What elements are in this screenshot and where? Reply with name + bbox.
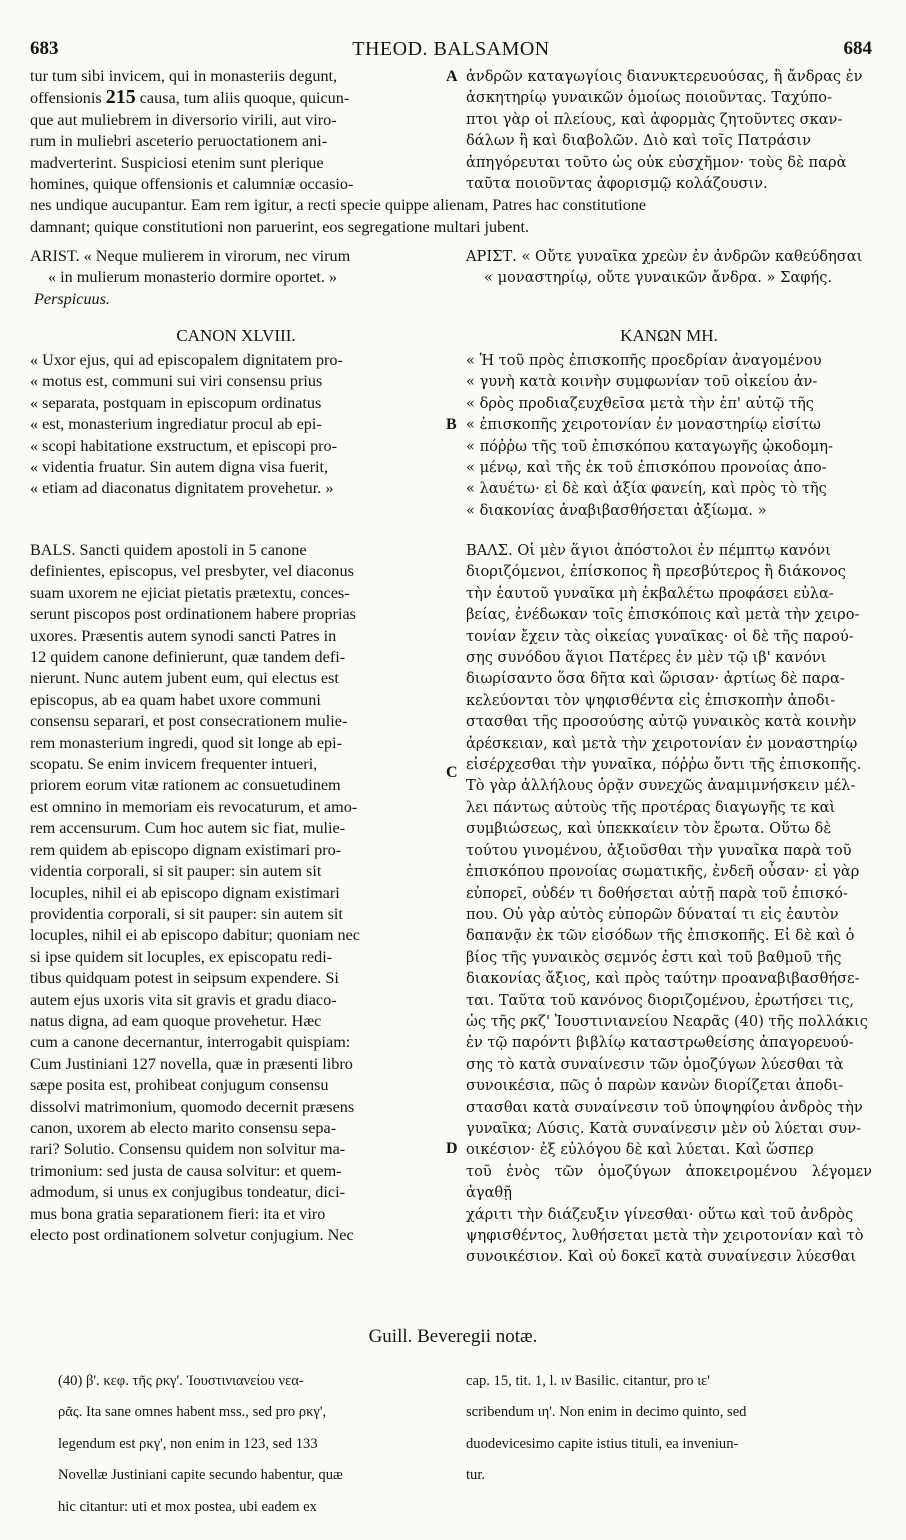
text-line: εὐπορεῖ, οὐδέν τι δοθήσεται αὐτῇ παρὰ τοῦ ἐπισκό- [466,884,848,902]
text-line: episcopus, ab ea quam habet uxore communi [30,690,321,709]
text-line: si ipse quidem sit locuples, ex episcopatu redi- [30,947,333,966]
text-line: ἀσκητηρίῳ γυναικῶν ὁμοίως ποιοῦντας. Ταχύπο- [466,89,833,107]
text-line: scopatu. Se enim invicem frequenter intueri, [30,755,318,774]
text-line: τούτου γινομένου, ἀξιοῦσθαι τὴν γυναῖκα παρὰ τοῦ [466,841,852,859]
margin-letter-a: A [446,68,458,85]
text-line: συμβιώσεως, καὶ ὑπεκκαίειν τὸν ἔρωτα. Οὕτω δὲ [466,820,832,838]
text-line: « διακονίας ἀναβιβασθήσεται ἀξίωμα. » [466,501,767,519]
text-line: πτοι γὰρ οἱ πλείους, καὶ ἀφορμὰς ζητοῦντες σκαν- [466,110,843,128]
text-line: (40) β'. κεφ. τῆς ρκγ'. Ἰουστινιανείου νεα- [58,1372,304,1389]
text-line: 12 quidem canone definierunt, quæ tandem defi- [30,648,346,667]
arist-latin [30,246,442,310]
text-line: « in mulierum monasterio dormire oportet. » [48,268,338,287]
text-line: mus bona gratia separationem fieri: ita et viro [30,1204,326,1223]
text-line: τοῦ ἑνὸς τῶν ὁμοζύγων ἀποκειρομένου λέγομεν ἀγαθῇ [466,1162,872,1202]
text-line: locuples, nihil ei ab episcopo dabitur; quoniam nec [30,926,360,945]
text-line: natus digna, ad eam quoque provehetur. Hæc [30,1011,322,1030]
text-line: δαπανᾷν ἐκ τῶν εἰσόδων τῆς ἐπισκοπῆς. Εἰ δὲ καὶ ὁ [466,927,855,945]
inline-number: 215 [105,86,136,109]
text-line: ΒΑΛΣ. Οἱ μὲν ἅγιοι ἀπόστολοι ἐν πέμπτῳ κανόνι [466,542,831,559]
text-line: οικέσιον· ἐξ εὐλόγου δὲ καὶ λύεται. Καὶ ὥσπερ [466,1141,814,1159]
text-line: uxores. Præsentis autem synodi sancti Patres in [30,626,337,645]
text-line: « μένῳ, καὶ τῆς ἐκ τοῦ ἐπισκόπου προνοίας ἀπο- [466,459,827,477]
text-line: BALS. Sancti quidem apostoli in 5 canone [30,541,307,559]
text-line: ἀρέσκειαν, καὶ μετὰ τὴν χειροτονίαν ἐν μοναστηρίῳ [466,734,858,752]
text-line: ταῦτα ποιοῦντας ἀφορισμῷ κολάζουσιν. [466,175,768,193]
right-page-number: 684 [843,38,872,59]
text-line: tibus quidquam potest in seipsum expendere. Si [30,969,339,988]
text-line: « videntia fruatur. Sin autem digna visa fuerit, [30,458,329,477]
text-line: ται. Ταῦτα τοῦ κανόνος διοριζομένου, ἐρωτήσει τις, [466,991,855,1009]
text-line: rum in muliebri asceterio peruoctationem ani- [30,132,328,151]
text-line: « est, monasterium ingrediatur procul ab epi- [30,415,322,434]
text-line: βείας, ἐνέδωκαν τοῖς ἐπισκόποις καὶ μετὰ τὴν χειρο- [466,606,860,624]
text-line: serunt piscopos post ordinationem habere proprias [30,605,356,624]
text-line: « πόῤῥω τῆς τοῦ ἐπισκόπου καταγωγῆς ᾠκοδομη- [466,437,833,455]
text-line: rem accensurum. Cum hoc autem sic fiat, mulie- [30,819,346,838]
running-header [30,38,872,62]
margin-letter-d: D [446,1140,458,1157]
text-line: dissolvi matrimonium, quomodo decernit præsens [30,1097,355,1116]
intro-greek [466,66,872,194]
text-line: εἰσέρχεσθαι τὴν γυναῖκα, πόῤῥω ὄντι τῆς ἐπισκοπῆς. [466,756,862,774]
text-line: κελεύονται τὸν ψηφισθέντα εἰς ἐπισκοπὴν ἀποδι- [466,691,836,709]
text-line: « δρὸς προδιαζευχθεῖσα μετὰ τὴν ἐπ' αὐτῷ τῆς [466,394,814,412]
text-line: legendum est ρκγ', non enim in 123, sed 133 [58,1435,318,1452]
text-line: providentia corporali, si sit pauper: sin autem sit [30,904,343,923]
text-line: διοριζόμενοι, ἐπίσκοπος ἢ πρεσβύτερος ἢ διάκονος [466,563,846,581]
text-line: « μοναστηρίῳ, οὔτε γυναικῶν ἄνδρα. » Σαφής. [484,269,833,287]
notes-left [58,1358,442,1531]
text-line: que aut muliebrem in diversorio virili, aut viro- [30,110,337,129]
arist-greek [466,246,872,289]
text-line: videntia corporali, si sit pauper: sin autem sit [30,862,322,881]
text-line: « scopi habitatione exstructum, et episcopi pro- [30,436,338,455]
text-line: Cum Justiniani 127 novella, quæ in præsenti libro [30,1054,353,1073]
text-line: rem quidem ab episcopo dignam existimari pro- [30,840,342,859]
text-line: rari? Solutio. Consensu quidem non solvitur ma- [30,1140,346,1159]
text-line: canon, uxorem ab electo marito consensu sepa- [30,1118,337,1137]
text-line: madverterint. Suspiciosi etenim sunt plerique [30,153,324,172]
text-line: « ἐπισκοπῆς χειροτονίαν ἐν μοναστηρίῳ εἰσίτω [466,416,821,434]
text-line: homines, quique offensionis et calumniæ occasio- [30,175,354,194]
text-line: duodevicesimo capite istius tituli, ea inveniun- [466,1435,739,1452]
canon-latin [30,350,442,500]
text-line: διακονίας ἄξιος, καὶ πρὸς ταύτην προαναβιβασθήσε- [466,970,860,988]
text-line: admodum, si unus ex conjugibus tondeatur, dici- [30,1183,345,1202]
intro-span-line: nes undique aucupantur. Eam rem igitur, a recti specie quippe alienam, Patres hac constitutione [30,196,647,214]
text-line: « γυνὴ κατὰ κοινὴν συμφωνίαν τοῦ οἰκείου ἀν- [466,373,818,391]
text-line: consensu separari, et post consecrationem mulie- [30,712,348,731]
intro-latin [30,66,442,195]
text-line: cap. 15, tit. 1, l. ιν Basilic. citantur, pro ιε' [466,1372,710,1389]
text-line: ARIST. « Neque mulierem in virorum, nec virum [30,247,351,265]
text-line: βίος τῆς γυναικὸς σεμνός ἐστι καὶ τοῦ βαθμοῦ τῆς [466,948,842,966]
running-title: THEOD. BALSAMON [352,38,550,60]
text-line: διωρίσαντο ὅσα δῆτα καὶ ὥρισαν· ἀρτίως δὲ παρα- [466,670,845,688]
text-line: hic citantur: uti et mox postea, ubi eadem ex [58,1498,317,1515]
text-line: « etiam ad diaconatus dignitatem provehetur. » [30,479,334,498]
margin-letter-b: B [446,416,457,433]
text-line: λει πάντως αὐτοὺς τῆς προτέρας διαγωγῆς τε καὶ [466,798,836,816]
notes-title: Guill. Beveregii notæ. [368,1326,538,1347]
text-line: δάλων ἢ καὶ διαβολῶν. Διὸ καὶ τοῖς Πατράσιν [466,132,811,150]
bals-latin [30,540,442,1246]
text-line: definientes, episcopus, vel presbyter, vel diaconus [30,562,354,581]
text-line: cum a canone decernantur, interrogabit quispiam: [30,1033,351,1052]
canon-title-latin: CANON XLVIII. [176,326,296,345]
text-line: συνοικέσιον. Καὶ οὐ δοκεῖ κατὰ συναίνεσιν λύεσθαι [466,1248,857,1266]
text-line: που. Οὐ γὰρ αὐτὸς εὐπορῶν δύναταί τι εἰς ἑαυτὸν [466,905,839,923]
notes-right [466,1358,868,1499]
text-line: priorem eorum vitæ rationem ac consuetudinem [30,776,341,795]
text-line: suam uxorem ne ejiciat pietatis prætextu, conces- [30,583,350,602]
bals-greek [466,540,872,1268]
text-line: συνοικέσια, πῶς ὁ παρὼν κανὼν διορίζεται ἀποδι- [466,1077,844,1095]
text-line: τὴν ἑαυτοῦ γυναῖκα μὴ ἐκβαλέτω προφάσει εὐλα- [466,584,834,602]
text-line: Perspicuus. [34,289,110,308]
text-line: autem ejus uxoris vita sit gravis et gradu diaco- [30,990,337,1009]
text-line: τονίαν ἔχειν τὰς οἰκείας γυναῖκας· οἱ δὲ τῆς παρού- [466,627,854,645]
text-line: σης συνόδου ἅγιοι Πατέρες ἐν μὲν τῷ ιβ' κανόνι [466,649,827,667]
text-line: electo post ordinationem solvetur conjugium. Nec [30,1226,354,1244]
text-line: « λαυέτω· εἰ δὲ καὶ ἀξία φανείη, καὶ πρὸς τὸ τῆς [466,480,827,498]
text-line: scribendum ιη'. Non enim in decimo quinto, sed [466,1404,747,1421]
text-line: ἀπηγόρευται τοῦτο ὡς οὐκ εὐσχῆμον· τοὺς δὲ παρὰ [466,153,847,171]
text-line: rem monasterium ingredi, quod sit longe ab epi- [30,733,342,752]
text-line: ἐπισκόπου προνοίας σωματικῆς, ἐνδεῆ οὖσαν· εἰ γὰρ [466,863,860,881]
text-line: « Uxor ejus, qui ad episcopalem dignitatem pro- [30,351,343,369]
text-line: Novellæ Justiniani capite secundo habentur, quæ [58,1467,343,1484]
text-line: nierunt. Nunc autem jubent eum, qui electus est [30,669,339,688]
text-line: Τὸ γὰρ ἀλλήλους ὁρᾷν συνεχῶς ἀναμιμνήσκειν μέλ- [466,777,856,795]
text-line: ψηφισθέντος, λυθήσεται μετὰ τὴν χειροτονίαν καὶ τὸ [466,1227,864,1244]
text-line: σης τὸ κατὰ συναίνεσιν τῶν ὁμοζύγων λύεσθαι τὰ [466,1055,844,1073]
left-page-number: 683 [30,38,59,59]
text-line: στασθαι κατὰ συναίνεσιν τοῦ ὑποψηφίου ἀνδρὸς τὴν [466,1098,863,1116]
text-line: χάριτι τὴν διάζευξιν γίνεσθαι· οὕτω καὶ τοῦ ἀνδρὸς [466,1205,854,1223]
text-line: sæpe posita est, prohibeat conjugum consensu [30,1076,329,1095]
text-line: tur. [466,1467,486,1484]
text-line: trimonium: sed justa de causa solvitur: et quem- [30,1161,342,1180]
text-line: ἐν τῷ παρόντι βιβλίῳ καταστρωθείσης ἀπαγορευού- [466,1034,854,1052]
text-line: tur tum sibi invicem, qui in monasteriis degunt, [30,67,338,85]
text-line: ΑΡΙΣΤ. « Οὔτε γυναῖκα χρεὼν ἐν ἀνδρῶν καθεύδησαι [466,248,863,265]
intro-span-line: damnant; quique constitutioni non paruerint, eos segregatione multari jubent. [30,218,529,236]
text-line: « motus est, communi sui viri consensu prius [30,372,323,391]
text-line: est omnino in memoriam eis revocaturum, et amo- [30,797,358,816]
margin-letter-c: C [446,764,458,781]
text-line: ὡς τῆς ρκζ' Ἰουστινιανείου Νεαρᾶς (40) τῆς πολλάκις [466,1012,868,1030]
text-line: ἀνδρῶν καταγωγίοις διανυκτερευούσας, ἢ ἄνδρας ἐν [466,68,863,85]
text-line: γυναῖκα; Λύσις. Κατὰ συναίνεσιν μὲν οὐ λύεται συν- [466,1119,862,1137]
text-line: ρᾶς. Ita sane omnes habent mss., sed pro ρκγ', [58,1404,327,1421]
canon-title-greek: ΚΑΝΩΝ ΜΗ. [620,326,718,345]
canon-greek [466,350,872,521]
text-line: « separata, postquam in episcopum ordinatus [30,393,322,412]
text-line: « Ἡ τοῦ πρὸς ἐπισκοπῆς προεδρίαν ἀναγομένου [466,352,822,369]
text-line: offensionis 215 causa, tum aliis quoque, quicun- [30,86,350,109]
text-line: locuples, nihil ei ab episcopo dignam existimari [30,883,340,902]
text-line: στασθαι τῆς προσούσης αὐτῷ γυναικὸς κατὰ κοινὴν [466,713,857,731]
